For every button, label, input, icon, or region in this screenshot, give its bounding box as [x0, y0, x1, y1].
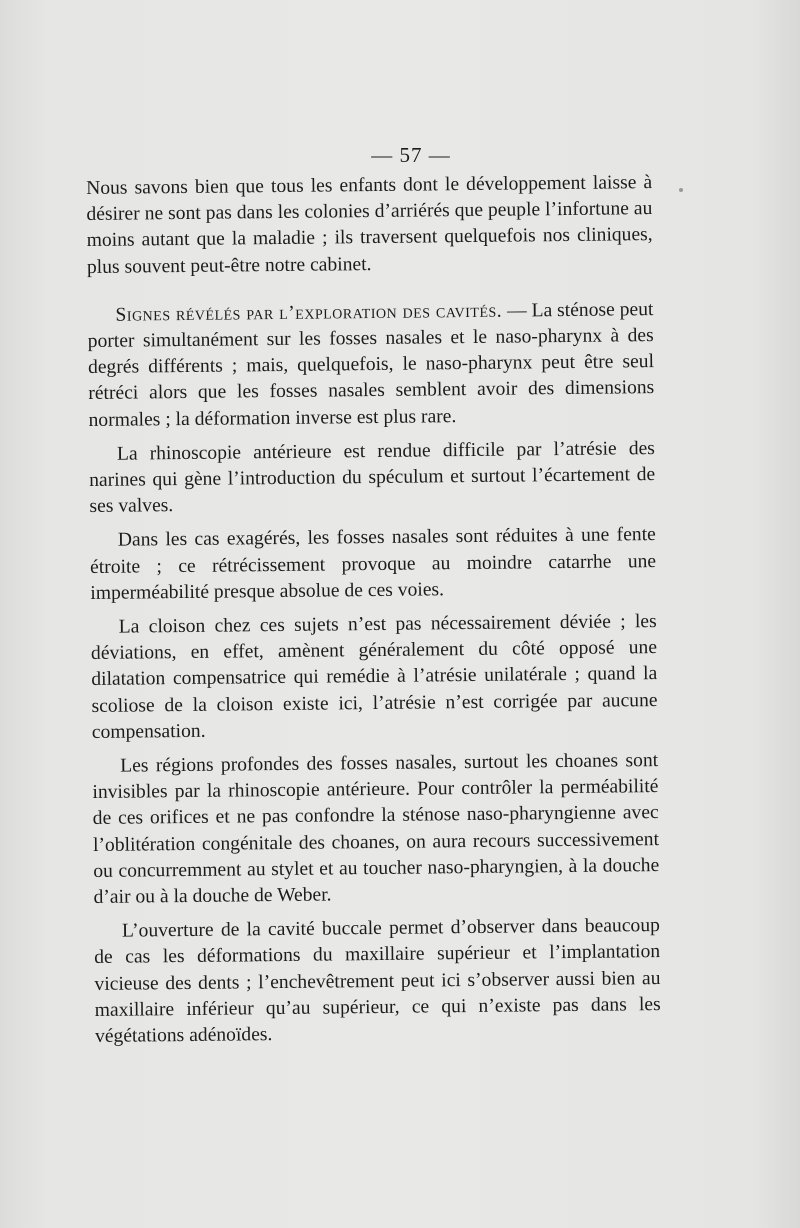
section-heading: Signes révélés par l’exploration des cavités.: [115, 300, 503, 326]
paragraph-2: [87, 297, 654, 434]
paragraph-3: La rhinoscopie antérieure est rendue difficile par l’atrésie des narines qui gène l’introduction du spéculum et surtout l’écartement de ses valves.: [89, 437, 656, 518]
paper-speck: [679, 188, 683, 192]
paragraph-7: L’ouverture de la cavité buccale permet d’observer dans beaucoup de cas les déformations du maxillaire supérieur et l’implantation vicieuse des dents ; l’enchevêtrement peut ici s’observer aussi bien au maxillaire inférieur qu’au supérieur, ce qui n’existe pas dans les végétations adénoïdes.: [94, 915, 661, 1048]
paragraph-6: Les régions profondes des fosses nasales, surtout les choanes sont invisibles par la rhinoscopie antérieure. Pour contrôler la perméabilité de ces orifices et ne pas confondre la sténose naso-pharyngienne avec l’oblitération congénitale des choanes, on aura recours successivement ou concurremment au stylet et au toucher naso-pharyngien, à la douche d’air ou à la douche de Weber.: [92, 750, 660, 909]
paragraph-4: Dans les cas exagérés, les fosses nasales sont réduites à une fente étroite ; ce rétrécissement provoque au moindre catarrhe une imperméabilité presque absolue de ces voies.: [89, 524, 657, 604]
body-text: [86, 170, 661, 1050]
page-number: — 57 —: [371, 143, 451, 167]
paragraph-5: La cloison chez ces sujets n’est pas nécessairement déviée ; les déviations, en effet, amènent généralement du côté opposé une dilatation compensatrice qui remédie à l’atrésie unilatérale ; quand la scoliose de la cloison existe ici, l’atrésie n’est corrigée par aucune compensation.: [90, 611, 658, 743]
paragraph-1: Nous savons bien que tous les enfants dont le développement laisse à désirer ne sont pas dans les colonies d’arriérés que peuple l’infortune au moins autant que la maladie ; ils traversent quelquefois nos cliniques, plus souvent peut-être notre cabinet.: [86, 172, 653, 278]
paragraph-2-text: — La sténose peut porter simultanément sur les fosses nasales et le naso-pharynx à des degrés différents ; mais, quelquefois, le naso-pharynx peut être seul rétréci alors que les fosses nasales semblent avoir des dimensions normales ; la déformation inverse est plus rare.: [87, 298, 655, 431]
